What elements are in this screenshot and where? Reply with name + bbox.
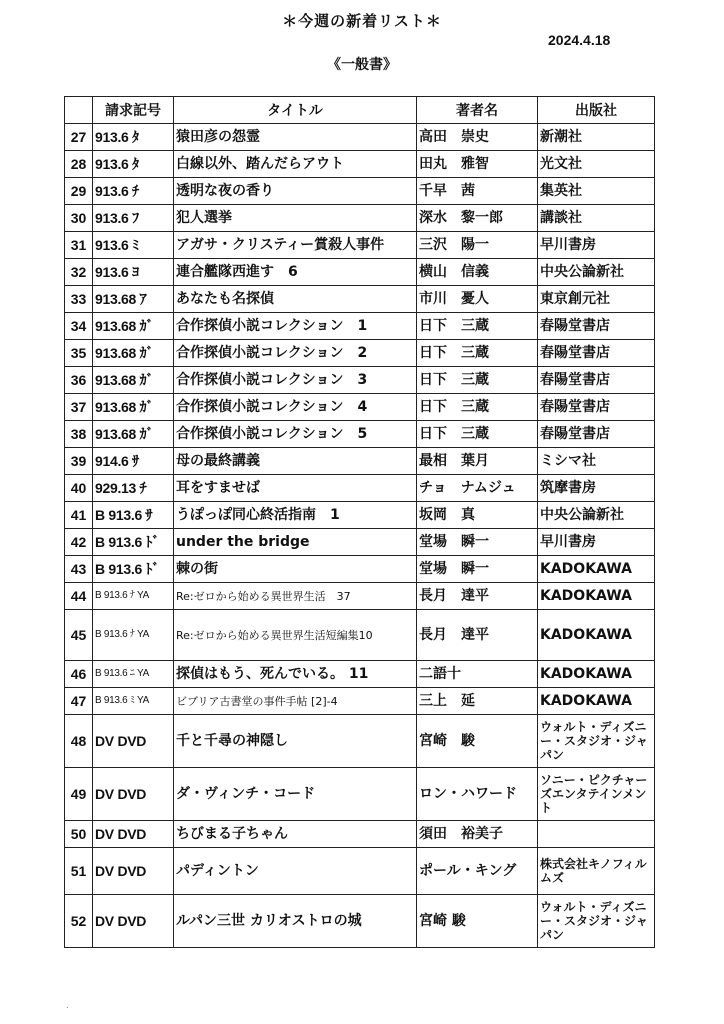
row-number: 30 [65,205,93,232]
publisher-cell: 新潮社 [538,124,655,151]
call-number-cell: 913.6 ﾌ [93,205,174,232]
table-row [65,178,655,205]
table-row [65,367,655,394]
publisher-cell: KADOKAWA [538,610,655,661]
publisher-cell: 株式会社キノフィルムズ [538,848,655,895]
table-row [65,583,655,610]
title-cell: あなたも名探偵 [174,286,417,313]
author-cell: 市川 憂人 [417,286,538,313]
author-cell: 宮崎 駿 [417,895,538,948]
table-row [65,688,655,715]
title-cell: ちびまる子ちゃん [174,821,417,848]
call-number-cell: DV DVD [93,821,174,848]
row-number: 45 [65,610,93,661]
row-number: 29 [65,178,93,205]
author-cell: 宮崎 駿 [417,715,538,768]
call-number-cell: 913.68 ｶﾞ [93,313,174,340]
table-row [65,661,655,688]
title-cell: 棘の街 [174,556,417,583]
title-cell: 合作探偵小説コレクション 1 [174,313,417,340]
author-cell: ポール・キング [417,848,538,895]
table-row [65,768,655,821]
publisher-cell: 早川書房 [538,529,655,556]
call-number-cell: DV DVD [93,715,174,768]
publisher-cell: 東京創元社 [538,286,655,313]
table-row [65,205,655,232]
row-number: 33 [65,286,93,313]
call-number-cell: 914.6 ｻ [93,448,174,475]
author-cell: 日下 三蔵 [417,421,538,448]
row-number: 37 [65,394,93,421]
row-number: 27 [65,124,93,151]
row-number: 52 [65,895,93,948]
header-author: 著者名 [417,97,538,124]
author-cell: 二語十 [417,661,538,688]
call-number-cell: 913.68 ｶﾞ [93,367,174,394]
publisher-cell: 講談社 [538,205,655,232]
publisher-cell: 光文社 [538,151,655,178]
table-row [65,259,655,286]
author-cell: 日下 三蔵 [417,394,538,421]
title-cell: 猿田彦の怨霊 [174,124,417,151]
publisher-cell: ウォルト・ディズニー・スタジオ・ジャパン [538,895,655,948]
publisher-cell: 集英社 [538,178,655,205]
publisher-cell: 春陽堂書店 [538,421,655,448]
author-cell: 三沢 陽一 [417,232,538,259]
title-cell: ビブリア古書堂の事件手帖 [2]-4 [174,688,417,715]
call-number-cell: B 913.6 ﾐ YA [93,688,174,715]
publisher-cell: ウォルト・ディズニー・スタジオ・ジャパン [538,715,655,768]
call-number-cell: 913.68 ｶﾞ [93,394,174,421]
author-cell: 田丸 雅智 [417,151,538,178]
call-number-cell: 913.6 ﾁ [93,178,174,205]
row-number: 46 [65,661,93,688]
title-cell: 母の最終講義 [174,448,417,475]
header-number [65,97,93,124]
list-date: 2024.4.18 [548,32,611,48]
header-call-number: 請求記号 [93,97,174,124]
row-number: 36 [65,367,93,394]
publisher-cell: KADOKAWA [538,556,655,583]
call-number-cell: B 913.6 ﾄﾞ [93,556,174,583]
publisher-cell: 中央公論新社 [538,259,655,286]
table-row [65,502,655,529]
author-cell: 日下 三蔵 [417,367,538,394]
page-title: ＊今週の新着リスト＊ [282,12,442,30]
author-cell: 須田 裕美子 [417,821,538,848]
title-cell: うぽっぽ同心終活指南 1 [174,502,417,529]
row-number: 32 [65,259,93,286]
table-row [65,715,655,768]
call-number-cell: 913.6 ﾀ [93,151,174,178]
header-publisher: 出版社 [538,97,655,124]
call-number-cell: B 913.6 ﾅ YA [93,583,174,610]
title-cell: 探偵はもう、死んでいる。 11 [174,661,417,688]
publisher-cell: 中央公論新社 [538,502,655,529]
author-cell: 長月 達平 [417,583,538,610]
author-cell: 三上 延 [417,688,538,715]
section-subtitle: 《一般書》 [327,57,397,73]
title-cell: 白線以外、踏んだらアウト [174,151,417,178]
call-number-cell: 929.13 ﾁ [93,475,174,502]
author-cell: ロン・ハワード [417,768,538,821]
title-cell: 連合艦隊西進す 6 [174,259,417,286]
author-cell: 堂場 瞬一 [417,556,538,583]
table-row [65,340,655,367]
title-cell: アガサ・クリスティー賞殺人事件 [174,232,417,259]
call-number-cell: 913.68 ｶﾞ [93,340,174,367]
publisher-cell: ソニー・ピクチャーズエンタテインメント [538,768,655,821]
publisher-cell: 春陽堂書店 [538,313,655,340]
title-cell: 合作探偵小説コレクション 4 [174,394,417,421]
scan-mark: . [66,1001,69,1010]
title-cell: Re:ゼロから始める異世界生活短編集10 [174,610,417,661]
publisher-cell: 春陽堂書店 [538,340,655,367]
row-number: 48 [65,715,93,768]
call-number-cell: DV DVD [93,848,174,895]
title-cell: ダ・ヴィンチ・コード [174,768,417,821]
publisher-cell: KADOKAWA [538,583,655,610]
publisher-cell: KADOKAWA [538,688,655,715]
table-row [65,313,655,340]
table-row [65,475,655,502]
author-cell: 堂場 瞬一 [417,529,538,556]
table-row [65,421,655,448]
title-cell: Re:ゼロから始める異世界生活 37 [174,583,417,610]
row-number: 41 [65,502,93,529]
table-row [65,821,655,848]
publisher-cell: 春陽堂書店 [538,394,655,421]
table-row [65,151,655,178]
table-body [65,124,655,948]
new-arrivals-table [64,96,655,948]
author-cell: 日下 三蔵 [417,340,538,367]
table-row [65,556,655,583]
author-cell: 長月 達平 [417,610,538,661]
call-number-cell: 913.6 ﾐ [93,232,174,259]
table-row [65,610,655,661]
publisher-cell: 筑摩書房 [538,475,655,502]
publisher-cell [538,821,655,848]
title-cell: 合作探偵小説コレクション 3 [174,367,417,394]
author-cell: 深水 黎一郎 [417,205,538,232]
publisher-cell: ミシマ社 [538,448,655,475]
call-number-cell: DV DVD [93,768,174,821]
title-cell: under the bridge [174,529,417,556]
call-number-cell: 913.68 ｶﾞ [93,421,174,448]
table-header-row [65,97,655,124]
call-number-cell: DV DVD [93,895,174,948]
publisher-cell: 春陽堂書店 [538,367,655,394]
call-number-cell: B 913.6 ﾆ YA [93,661,174,688]
row-number: 34 [65,313,93,340]
author-cell: 日下 三蔵 [417,313,538,340]
row-number: 43 [65,556,93,583]
call-number-cell: B 913.6 ﾅ YA [93,610,174,661]
call-number-cell: 913.6 ﾀ [93,124,174,151]
author-cell: 千早 茜 [417,178,538,205]
author-cell: 高田 崇史 [417,124,538,151]
publisher-cell: 早川書房 [538,232,655,259]
row-number: 39 [65,448,93,475]
title-cell: 千と千尋の神隠し [174,715,417,768]
row-number: 47 [65,688,93,715]
author-cell: 最相 葉月 [417,448,538,475]
title-cell: 合作探偵小説コレクション 5 [174,421,417,448]
title-cell: 耳をすませば [174,475,417,502]
author-cell: チョ ナムジュ [417,475,538,502]
title-cell: 合作探偵小説コレクション 2 [174,340,417,367]
call-number-cell: B 913.6 ﾄﾞ [93,529,174,556]
title-cell: 犯人選挙 [174,205,417,232]
call-number-cell: 913.68 ｱ [93,286,174,313]
row-number: 28 [65,151,93,178]
table-row [65,448,655,475]
table-row [65,394,655,421]
table-row [65,124,655,151]
row-number: 51 [65,848,93,895]
row-number: 49 [65,768,93,821]
title-cell: ルパン三世 カリオストロの城 [174,895,417,948]
publisher-cell: KADOKAWA [538,661,655,688]
call-number-cell: 913.6 ﾖ [93,259,174,286]
author-cell: 横山 信義 [417,259,538,286]
title-cell: 透明な夜の香り [174,178,417,205]
table-row [65,895,655,948]
row-number: 40 [65,475,93,502]
row-number: 31 [65,232,93,259]
title-cell: パディントン [174,848,417,895]
table-row [65,848,655,895]
row-number: 38 [65,421,93,448]
header-title: タイトル [174,97,417,124]
table-row [65,232,655,259]
table-row [65,529,655,556]
row-number: 44 [65,583,93,610]
row-number: 42 [65,529,93,556]
author-cell: 坂岡 真 [417,502,538,529]
row-number: 35 [65,340,93,367]
call-number-cell: B 913.6 ｻ [93,502,174,529]
table-row [65,286,655,313]
row-number: 50 [65,821,93,848]
